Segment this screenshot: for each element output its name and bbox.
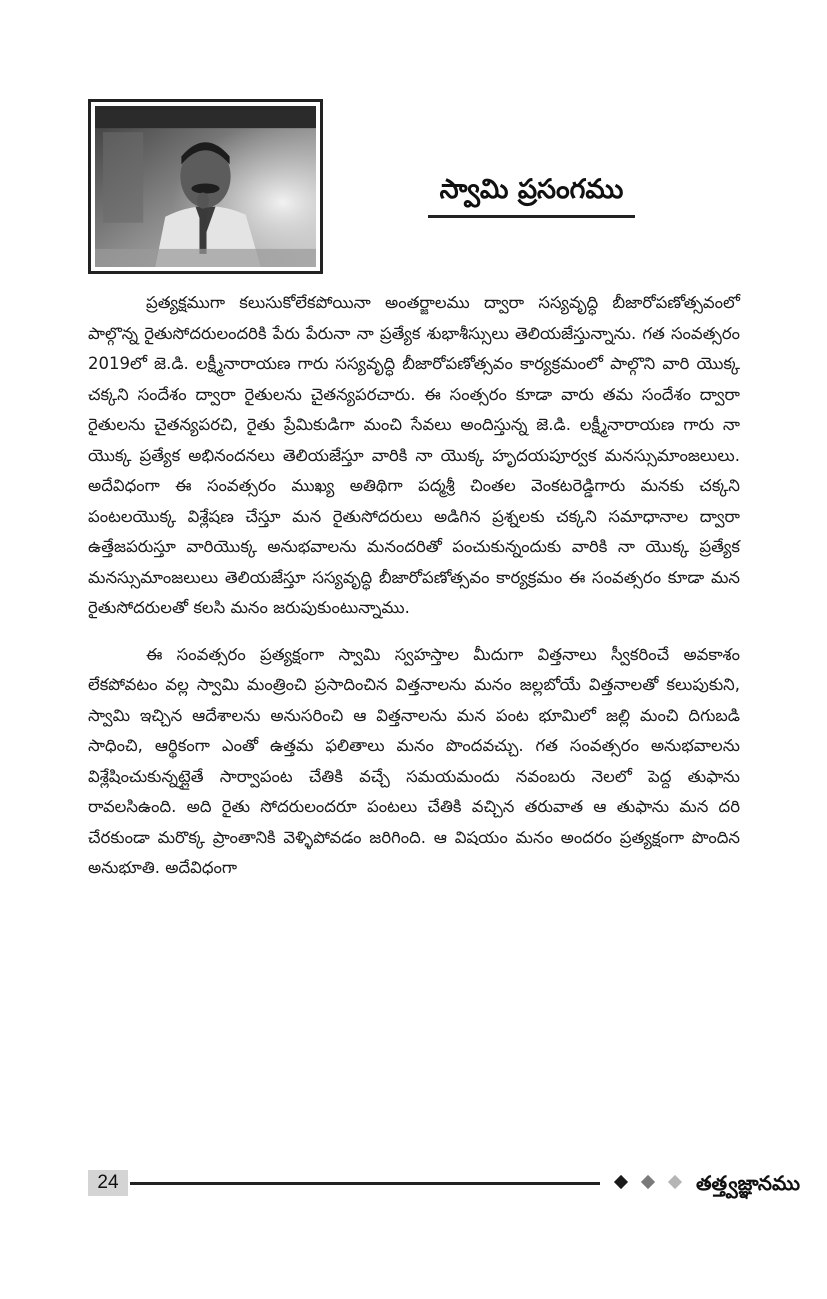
speaker-photo-frame xyxy=(88,99,323,274)
diamond-light-icon xyxy=(668,1175,682,1189)
diamond-dark-icon xyxy=(614,1175,628,1189)
page-title: స్వామి ప్రసంగము xyxy=(439,174,624,205)
title-underline xyxy=(428,215,635,218)
page-footer xyxy=(88,1168,801,1198)
title-block xyxy=(428,170,635,220)
article-body xyxy=(88,288,740,884)
paragraph-2: ఈ సంవత్సరం ప్రత్యక్షంగా స్వామి స్వహస్తాల మీదుగా విత్తనాలు స్వీకరించే అవకాశం లేకపోవటం వల్ల స్వామి మంత్రించి ప్రసాదించిన విత్తనాలను మనం జల్లబోయే విత్తనాలతో కలుపుకుని, స్వామి ఇచ్చిన ఆదేశాలను అనుసరించి ఆ విత్తనాలను మన పంట భూమిలో జల్లి మంచి దిగుబడి సాధించి, ఆర్థికంగా ఎంతో ఉత్తమ ఫలితాలు మనం పొందవచ్చు. గత సంవత్సరం అనుభవాలను విశ్లేషించుకున్నట్లైతే సార్వాపంట చేతికి వచ్చే సమయమందు నవంబరు నెలలో పెద్ద తుఫాను రావలసిఉంది. అది రైతు సోదరులందరూ పంటలు చేతికి వచ్చిన తరువాత ఆ తుఫాను మన దరి చేరకుండా మరొక్క ప్రాంతానికి వెళ్ళిపోవడం జరిగింది. ఆ విషయం మనం అందరం ప్రత్యక్షంగా పొందిన అనుభూతి. అదేవిధంగా xyxy=(88,644,740,877)
footer-rule xyxy=(130,1182,600,1185)
book-title: తత్త్వజ్ఞానము xyxy=(696,1171,801,1195)
speaker-photo xyxy=(95,106,316,267)
diamond-medium-icon xyxy=(641,1175,655,1189)
paragraph-1: ప్రత్యక్షముగా కలుసుకోలేకపోయినా అంతర్జాలము ద్వారా సస్యవృద్ధి బీజారోపణోత్సవంలో పాల్గొన్న రైతుసోదరులందరికి పేరు పేరునా నా ప్రత్యేక శుభాశీస్సులు తెలియజేస్తున్నాను. గత సంవత్సరం 2019లో జె.డి. లక్ష్మీనారాయణ గారు సస్యవృద్ధి బీజారోపణోత్సవం కార్యక్రమంలో పాల్గొని వారి యొక్క చక్కని సందేశం ద్వారా రైతులను చైతన్యపరచారు. ఈ సంత్సరం కూడా వారు తమ సందేశం ద్వారా రైతులను చైతన్యపరచి, రైతు ప్రేమికుడిగా మంచి సేవలు అందిస్తున్న జె.డి. లక్ష్మీనారాయణ గారు నా యొక్క ప్రత్యేక అభినందనలు తెలియజేస్తూ వారికి నా యొక్క హృదయపూర్వక మనస్సుమాంజలులు. అదేవిధంగా ఈ సంవత్సరం ముఖ్య అతిథిగా పద్మశ్రీ చింతల వెంకటరెడ్డిగారు మనకు చక్కని పంటలయొక్క విశ్లేషణ చేస్తూ మన రైతుసోదరులు అడిగిన ప్రశ్నలకు చక్కని సమాధానాల ద్వారా ఉత్తేజపరుస్తూ వారియొక్క అనుభవాలను మనందరితో పంచుకున్నందుకు వారికి నా యొక్క ప్రత్యేక మనస్సుమాంజలులు తెలియజేస్తూ సస్యవృద్ధి బీజారోపణోత్సవం కార్యక్రమం ఈ సంవత్సరం కూడా మన రైతుసోదరులతో కలసి మనం జరుపుకుంటున్నాము. xyxy=(88,293,740,617)
page-number: 24 xyxy=(88,1170,128,1196)
